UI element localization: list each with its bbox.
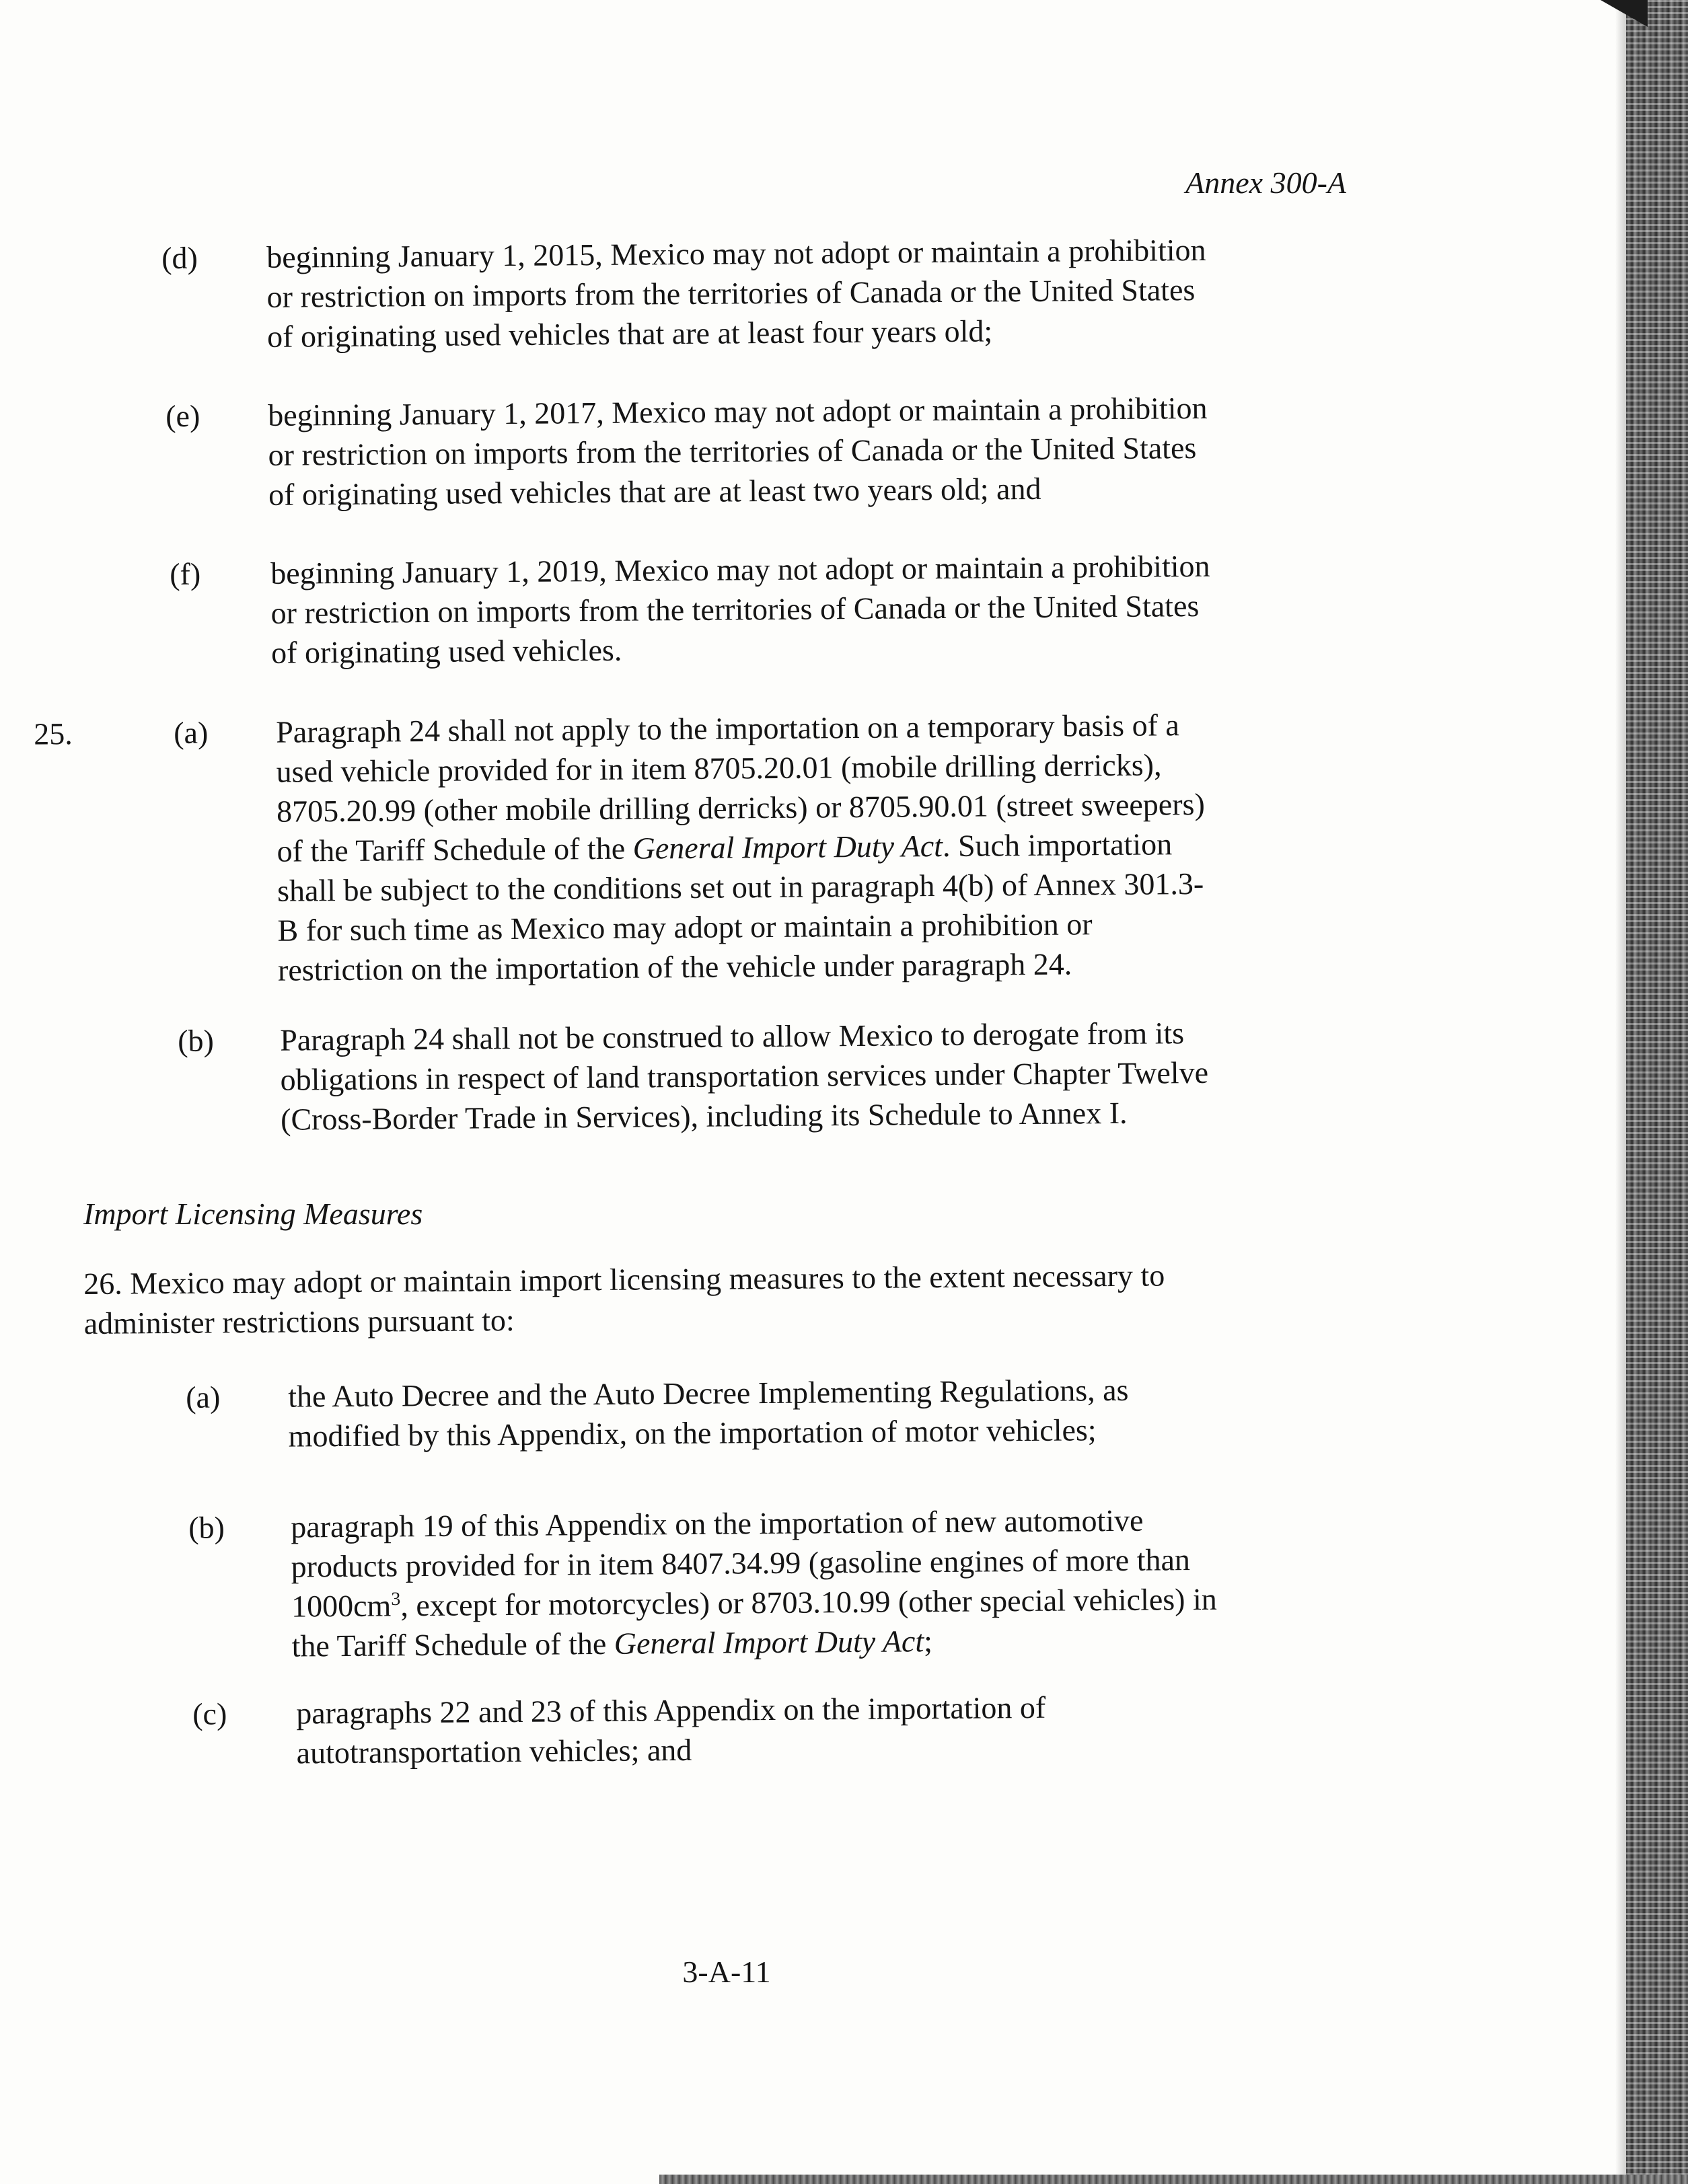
paragraph-26-item-c xyxy=(0,1685,1414,1783)
text-line: the Tariff Schedule of the xyxy=(291,1626,615,1663)
item-text: beginning January 1, 2019, Mexico may not adopt or maintain a prohibition or restriction on imports from the territories of Canada or the United States of originating used vehicles. xyxy=(270,548,1210,670)
scan-binding-edge xyxy=(1626,0,1688,2184)
text-line: 8705.20.99 (other mobile drilling derricks) or 8705.90.01 (street sweepers) xyxy=(276,786,1205,829)
list-item-d xyxy=(0,229,1414,367)
text-line: of the Tariff Schedule of the xyxy=(277,831,633,868)
item-label: (f) xyxy=(170,556,201,592)
item-text: beginning January 1, 2015, Mexico may not adopt or maintain a prohibition or restriction on imports from the territories of Canada or the United States of originating used vehicles that are at least four years old; xyxy=(266,232,1206,354)
text-line: Paragraph 24 shall not apply to the importation on a temporary basis of a xyxy=(276,708,1180,749)
item-text: Paragraph 24 shall not be construed to allow Mexico to derogate from its obligations in respect of land transportation services under Chapter Twelve (Cross-Border Trade in Services), including its Schedule to Annex I. xyxy=(280,1016,1209,1137)
item-text xyxy=(291,1499,1368,1666)
list-item-e xyxy=(0,387,1414,525)
running-head: Annex 300-A xyxy=(1185,165,1346,200)
text-line: , except for motorcycles) or 8703.10.99 (other special vehicles) in xyxy=(400,1581,1217,1623)
item-label: (a) xyxy=(174,715,209,750)
paragraph-text: 26. Mexico may adopt or maintain import licensing measures to the extent necessary to administer restrictions pursuant to: xyxy=(83,1258,1165,1341)
item-label: (b) xyxy=(188,1510,225,1545)
item-label: (a) xyxy=(186,1380,221,1415)
text-line: 1000cm xyxy=(291,1588,392,1624)
item-text xyxy=(276,704,1354,990)
text-line: products provided for in item 8407.34.99 (gasoline engines of more than xyxy=(291,1542,1191,1584)
item-label: (b) xyxy=(178,1023,215,1058)
paragraph-25-item-b xyxy=(0,1012,1414,1150)
text-line: ; xyxy=(923,1624,933,1659)
item-text: the Auto Decree and the Auto Decree Implementing Regulations, as modified by this Appendix, on the importation of motor vehicles; xyxy=(288,1372,1129,1454)
text-line: B for such time as Mexico may adopt or maintain a prohibition or xyxy=(277,907,1093,948)
paragraph-number: 25. xyxy=(34,716,73,751)
text-line: paragraph 19 of this Appendix on the importation of new automotive xyxy=(291,1503,1144,1544)
act-title: General Import Duty Act xyxy=(632,829,943,866)
item-label: (e) xyxy=(166,398,200,434)
text-line: used vehicle provided for in item 8705.20.01 (mobile drilling derricks), xyxy=(276,747,1162,789)
item-label: (d) xyxy=(161,240,198,276)
item-label: (c) xyxy=(192,1696,227,1731)
item-text: beginning January 1, 2017, Mexico may not adopt or maintain a prohibition or restriction on imports from the territories of Canada or the United States of originating used vehicles that are at least two years old; and xyxy=(268,390,1208,512)
text-line: . Such importation xyxy=(942,827,1173,864)
paragraph-26-item-a xyxy=(0,1368,1414,1466)
paragraph-26-item-b xyxy=(0,1499,1414,1678)
section-heading: Import Licensing Measures xyxy=(83,1197,423,1231)
item-text: paragraphs 22 and 23 of this Appendix on the importation of autotransportation vehicles; and xyxy=(296,1690,1046,1770)
list-item-f xyxy=(0,545,1414,683)
text-line: shall be subject to the conditions set out in paragraph 4(b) of Annex 301.3- xyxy=(277,866,1204,908)
paragraph-26-intro xyxy=(0,1254,1414,1352)
superscript: 3 xyxy=(391,1589,401,1610)
act-title: General Import Duty Act xyxy=(614,1624,924,1661)
page-number: 3-A-11 xyxy=(682,1955,771,1989)
paragraph-25-item-a xyxy=(0,704,1415,997)
text-line: restriction on the importation of the vehicle under paragraph 24. xyxy=(277,946,1072,987)
scan-edge-shadow xyxy=(1615,0,1626,2184)
scan-bottom-edge xyxy=(659,2175,1688,2184)
